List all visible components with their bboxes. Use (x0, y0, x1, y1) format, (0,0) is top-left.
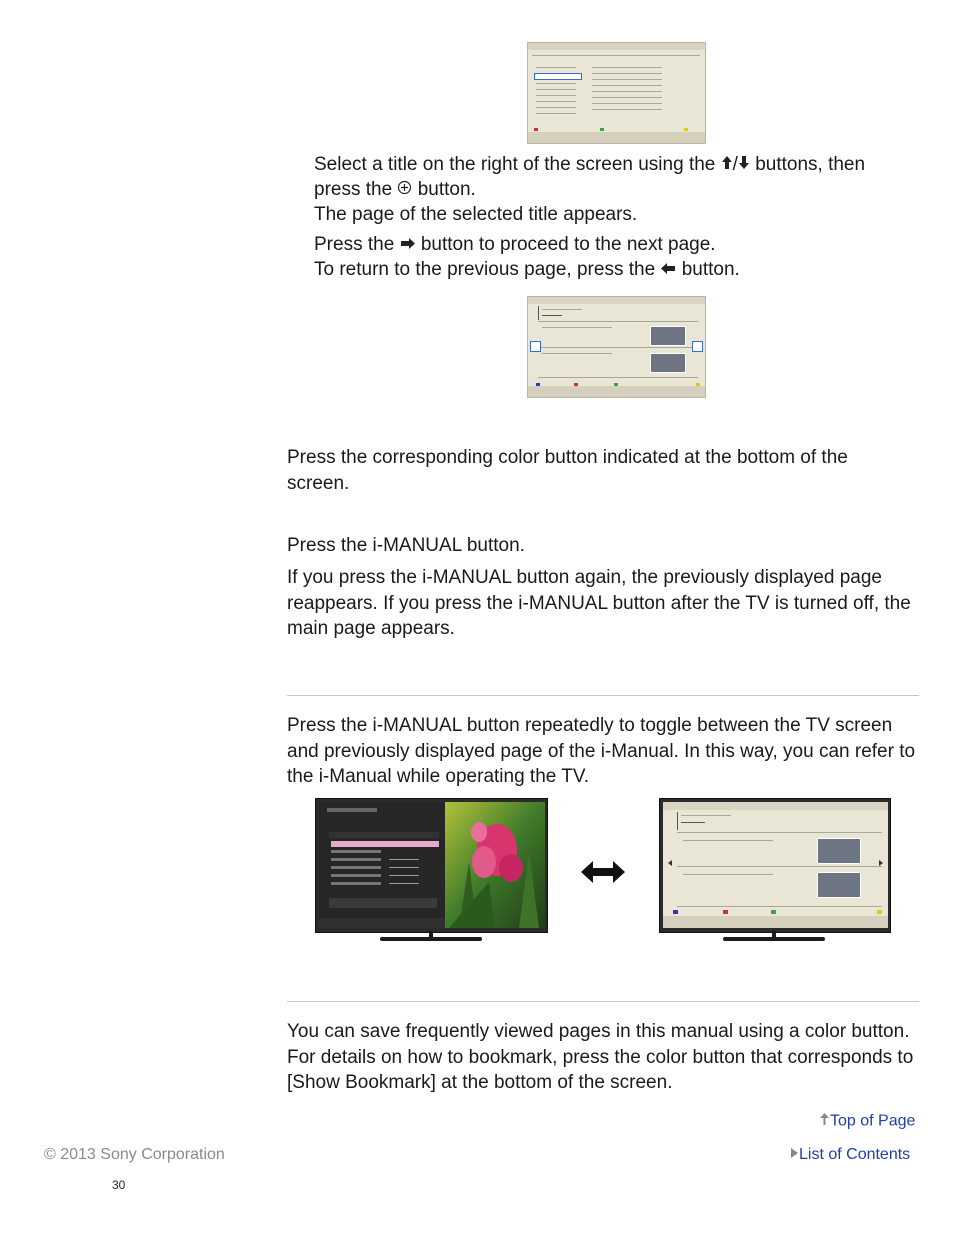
left-arrow-icon (660, 257, 676, 283)
section-divider (287, 1001, 919, 1002)
up-arrow-icon (819, 1112, 830, 1131)
color-button-text: Press the corresponding color button indicated at the bottom of the screen. (287, 447, 848, 494)
step2-line2: To return to the previous page, press the button. (314, 257, 934, 283)
section-divider (287, 695, 919, 696)
step1-line1: Select a title on the right of the screen using the / buttons, then (314, 152, 934, 178)
top-of-page-label[interactable]: Top of Page (830, 1112, 916, 1130)
list-of-contents-label[interactable]: List of Contents (799, 1146, 911, 1164)
right-arrow-icon (400, 232, 416, 258)
bookmark-text: You can save frequently viewed pages in this manual using a color button. For details on how to bookmark, press the color button that corresponds to [Show Bookmark] at the bottom of the screen. (287, 1021, 914, 1093)
step1-line3: The page of the selected title appears. (314, 204, 638, 225)
toggle-text: Press the i-MANUAL button repeatedly to toggle between the TV screen and previously displayed page of the i-Manual. In this way, you can refer to the i-Manual while operating the TV. (287, 715, 916, 787)
imanual-menu-screenshot (527, 42, 706, 144)
tv-screen-illustration (315, 798, 548, 944)
up-arrow-icon (721, 152, 733, 178)
step1-line2: press the button. (314, 177, 934, 203)
close-note-text: If you press the i-MANUAL button again, the previously displayed page reappears. If you press the i-MANUAL button after the TV is turned off, the main page appears. (287, 567, 911, 639)
copyright: © 2013 Sony Corporation (44, 1146, 225, 1163)
enter-button-icon (397, 177, 412, 203)
down-arrow-icon (738, 152, 750, 178)
triangle-right-icon (790, 1146, 799, 1164)
double-arrow-icon (580, 858, 626, 891)
tv-imanual-illustration (659, 798, 892, 944)
top-of-page-link[interactable] (819, 1112, 915, 1131)
step2-line1: Press the button to proceed to the next page. (314, 232, 934, 258)
list-of-contents-link[interactable] (790, 1146, 910, 1164)
imanual-page-screenshot (527, 296, 706, 398)
page-number: 30 (112, 1178, 126, 1192)
close-step-text: Press the i-MANUAL button. (287, 535, 525, 556)
